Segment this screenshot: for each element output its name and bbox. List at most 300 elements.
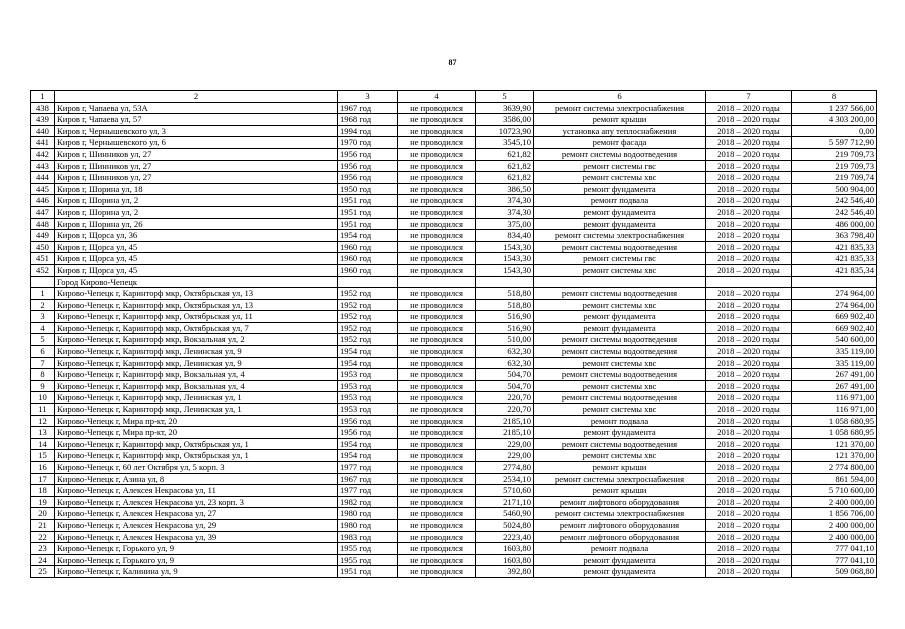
work-type-cell: ремонт системы гвс xyxy=(534,253,706,265)
row-number-cell: 451 xyxy=(31,253,55,265)
row-number-cell: 446 xyxy=(31,195,55,207)
last-repair-cell: не проводился xyxy=(398,183,476,195)
last-repair-cell: не проводился xyxy=(398,195,476,207)
section-empty-cell xyxy=(792,276,877,288)
period-cell: 2018 – 2020 годы xyxy=(706,531,792,543)
period-cell: 2018 – 2020 годы xyxy=(706,404,792,416)
work-type-cell: ремонт фундамента xyxy=(534,218,706,230)
work-type-cell: ремонт фундамента xyxy=(534,554,706,566)
last-repair-cell: не проводился xyxy=(398,114,476,126)
address-cell: Кирово-Чепецк г, Мира пр-кт, 20 xyxy=(55,415,338,427)
table-row xyxy=(31,392,877,404)
work-type-cell: ремонт системы водоотведения xyxy=(534,148,706,160)
build-year-cell: 1983 год xyxy=(338,531,398,543)
period-cell: 2018 – 2020 годы xyxy=(706,508,792,520)
last-repair-cell: не проводился xyxy=(398,311,476,323)
build-year-cell: 1953 год xyxy=(338,380,398,392)
area-cell: 516,90 xyxy=(476,311,534,323)
build-year-cell: 1954 год xyxy=(338,438,398,450)
area-cell: 632,30 xyxy=(476,346,534,358)
build-year-cell: 1970 год xyxy=(338,137,398,149)
section-title: Город Кирово-Чепецк xyxy=(55,276,338,288)
area-cell: 3586,00 xyxy=(476,114,534,126)
area-cell: 229,00 xyxy=(476,450,534,462)
row-number-cell: 25 xyxy=(31,566,55,578)
address-cell: Кирово-Чепецк г, Каринторф мкр, Октябрьская ул, 11 xyxy=(55,311,338,323)
table-row xyxy=(31,404,877,416)
cost-cell: 509 068,80 xyxy=(792,566,877,578)
work-type-cell: ремонт подвала xyxy=(534,195,706,207)
cost-cell: 219 709,74 xyxy=(792,172,877,184)
row-number-cell: 14 xyxy=(31,438,55,450)
period-cell: 2018 – 2020 годы xyxy=(706,438,792,450)
period-cell: 2018 – 2020 годы xyxy=(706,462,792,474)
area-cell: 621,82 xyxy=(476,172,534,184)
section-empty-cell xyxy=(706,276,792,288)
work-type-cell: ремонт системы хвс xyxy=(534,380,706,392)
period-cell: 2018 – 2020 годы xyxy=(706,183,792,195)
build-year-cell: 1982 год xyxy=(338,496,398,508)
area-cell: 2171,10 xyxy=(476,496,534,508)
last-repair-cell: не проводился xyxy=(398,450,476,462)
build-year-cell: 1951 год xyxy=(338,218,398,230)
area-cell: 2223,40 xyxy=(476,531,534,543)
address-cell: Киров г, Чернышевского ул, 3 xyxy=(55,125,338,137)
cost-cell: 486 000,00 xyxy=(792,218,877,230)
row-number-cell: 1 xyxy=(31,288,55,300)
period-cell: 2018 – 2020 годы xyxy=(706,427,792,439)
work-type-cell: ремонт системы хвс xyxy=(534,172,706,184)
build-year-cell: 1960 год xyxy=(338,264,398,276)
last-repair-cell: не проводился xyxy=(398,137,476,149)
work-type-cell: ремонт лифтового оборудования xyxy=(534,519,706,531)
table-row xyxy=(31,114,877,126)
cost-cell: 219 709,73 xyxy=(792,148,877,160)
cost-cell: 777 041,10 xyxy=(792,554,877,566)
build-year-cell: 1950 год xyxy=(338,183,398,195)
period-cell: 2018 – 2020 годы xyxy=(706,543,792,555)
work-type-cell: ремонт системы хвс xyxy=(534,450,706,462)
cost-cell: 861 594,00 xyxy=(792,473,877,485)
last-repair-cell: не проводился xyxy=(398,554,476,566)
work-type-cell: ремонт крыши xyxy=(534,114,706,126)
work-type-cell: ремонт лифтового оборудования xyxy=(534,531,706,543)
column-number: 2 xyxy=(55,91,338,103)
last-repair-cell: не проводился xyxy=(398,241,476,253)
table-row xyxy=(31,450,877,462)
table-row xyxy=(31,346,877,358)
address-cell: Кирово-Чепецк г, 60 лет Октября ул, 5 корп. 3 xyxy=(55,462,338,474)
work-type-cell: ремонт фундамента xyxy=(534,183,706,195)
area-cell: 504,70 xyxy=(476,369,534,381)
area-cell: 386,50 xyxy=(476,183,534,195)
address-cell: Кирово-Чепецк г, Каринторф мкр, Ленинская ул, 1 xyxy=(55,404,338,416)
period-cell: 2018 – 2020 годы xyxy=(706,473,792,485)
address-cell: Кирово-Чепецк г, Каринторф мкр, Вокзальная ул, 4 xyxy=(55,369,338,381)
build-year-cell: 1955 год xyxy=(338,554,398,566)
work-type-cell: ремонт системы электроснабжения xyxy=(534,230,706,242)
last-repair-cell: не проводился xyxy=(398,230,476,242)
table-row xyxy=(31,462,877,474)
cost-cell: 2 774 800,00 xyxy=(792,462,877,474)
cost-cell: 5 710 600,00 xyxy=(792,485,877,497)
last-repair-cell: не проводился xyxy=(398,496,476,508)
build-year-cell: 1956 год xyxy=(338,160,398,172)
work-type-cell: ремонт лифтового оборудования xyxy=(534,496,706,508)
cost-cell: 1 058 680,95 xyxy=(792,427,877,439)
build-year-cell: 1951 год xyxy=(338,195,398,207)
period-cell: 2018 – 2020 годы xyxy=(706,357,792,369)
address-cell: Кирово-Чепецк г, Каринторф мкр, Октябрьская ул, 13 xyxy=(55,299,338,311)
address-cell: Кирово-Чепецк г, Каринторф мкр, Вокзальная ул, 4 xyxy=(55,380,338,392)
table-row xyxy=(31,438,877,450)
area-cell: 2534,10 xyxy=(476,473,534,485)
build-year-cell: 1953 год xyxy=(338,392,398,404)
page-number: 87 xyxy=(448,58,457,67)
period-cell: 2018 – 2020 годы xyxy=(706,566,792,578)
table-row xyxy=(31,253,877,265)
cost-cell: 1 058 680,95 xyxy=(792,415,877,427)
address-cell: Кирово-Чепецк г, Алексея Некрасова ул, 27 xyxy=(55,508,338,520)
area-cell: 220,70 xyxy=(476,404,534,416)
cost-cell: 1 856 706,00 xyxy=(792,508,877,520)
table-row xyxy=(31,137,877,149)
row-number-cell: 19 xyxy=(31,496,55,508)
table-row xyxy=(31,299,877,311)
address-cell: Киров г, Шинников ул, 27 xyxy=(55,148,338,160)
last-repair-cell: не проводился xyxy=(398,404,476,416)
area-cell: 2185,10 xyxy=(476,415,534,427)
table-row xyxy=(31,125,877,137)
cost-cell: 540 600,00 xyxy=(792,334,877,346)
table-row xyxy=(31,160,877,172)
table-row xyxy=(31,508,877,520)
cost-cell: 0,00 xyxy=(792,125,877,137)
period-cell: 2018 – 2020 годы xyxy=(706,450,792,462)
period-cell: 2018 – 2020 годы xyxy=(706,334,792,346)
build-year-cell: 1980 год xyxy=(338,508,398,520)
period-cell: 2018 – 2020 годы xyxy=(706,415,792,427)
address-cell: Киров г, Шинников ул, 27 xyxy=(55,172,338,184)
period-cell: 2018 – 2020 годы xyxy=(706,392,792,404)
cost-cell: 363 798,40 xyxy=(792,230,877,242)
build-year-cell: 1952 год xyxy=(338,288,398,300)
row-number-cell: 24 xyxy=(31,554,55,566)
build-year-cell: 1953 год xyxy=(338,369,398,381)
area-cell: 220,70 xyxy=(476,392,534,404)
address-cell: Киров г, Щорса ул, 45 xyxy=(55,253,338,265)
table-row xyxy=(31,485,877,497)
cost-cell: 2 400 000,00 xyxy=(792,496,877,508)
build-year-cell: 1954 год xyxy=(338,230,398,242)
work-type-cell: ремонт системы хвс xyxy=(534,357,706,369)
row-number-cell: 2 xyxy=(31,299,55,311)
address-cell: Кирово-Чепецк г, Азина ул, 8 xyxy=(55,473,338,485)
column-number: 7 xyxy=(706,91,792,103)
work-type-cell: ремонт подвала xyxy=(534,415,706,427)
row-number-cell: 440 xyxy=(31,125,55,137)
row-number-cell: 9 xyxy=(31,380,55,392)
column-number: 8 xyxy=(792,91,877,103)
cost-cell: 267 491,00 xyxy=(792,369,877,381)
section-empty-cell xyxy=(338,276,398,288)
cost-cell: 421 835,34 xyxy=(792,264,877,276)
cost-cell: 669 902,40 xyxy=(792,322,877,334)
build-year-cell: 1953 год xyxy=(338,404,398,416)
table-row xyxy=(31,369,877,381)
column-number: 6 xyxy=(534,91,706,103)
table-row xyxy=(31,543,877,555)
work-type-cell: ремонт фундамента xyxy=(534,311,706,323)
work-type-cell: ремонт подвала xyxy=(534,543,706,555)
address-cell: Кирово-Чепецк г, Каринторф мкр, Ленинская ул, 1 xyxy=(55,392,338,404)
row-number-cell: 448 xyxy=(31,218,55,230)
last-repair-cell: не проводился xyxy=(398,288,476,300)
cost-cell: 335 119,00 xyxy=(792,346,877,358)
period-cell: 2018 – 2020 годы xyxy=(706,485,792,497)
area-cell: 621,82 xyxy=(476,160,534,172)
table-row xyxy=(31,334,877,346)
address-cell: Кирово-Чепецк г, Каринторф мкр, Октябрьская ул, 1 xyxy=(55,438,338,450)
kirov-rows xyxy=(31,102,877,276)
row-number-cell: 5 xyxy=(31,334,55,346)
table-row xyxy=(31,322,877,334)
address-cell: Кирово-Чепецк г, Каринторф мкр, Октябрьская ул, 1 xyxy=(55,450,338,462)
build-year-cell: 1954 год xyxy=(338,346,398,358)
work-type-cell: ремонт системы электроснабжения xyxy=(534,508,706,520)
address-cell: Кирово-Чепецк г, Каринторф мкр, Ленинская ул, 9 xyxy=(55,346,338,358)
work-type-cell: ремонт системы хвс xyxy=(534,404,706,416)
table-row xyxy=(31,172,877,184)
build-year-cell: 1956 год xyxy=(338,427,398,439)
address-cell: Киров г, Шинников ул, 27 xyxy=(55,160,338,172)
last-repair-cell: не проводился xyxy=(398,380,476,392)
cost-cell: 421 835,33 xyxy=(792,253,877,265)
last-repair-cell: не проводился xyxy=(398,508,476,520)
row-number-cell: 20 xyxy=(31,508,55,520)
address-cell: Кирово-Чепецк г, Алексея Некрасова ул, 29 xyxy=(55,519,338,531)
address-cell: Киров г, Шорина ул, 18 xyxy=(55,183,338,195)
address-cell: Киров г, Чапаева ул, 53А xyxy=(55,102,338,114)
cost-cell: 4 303 200,00 xyxy=(792,114,877,126)
build-year-cell: 1951 год xyxy=(338,566,398,578)
row-number-cell: 452 xyxy=(31,264,55,276)
row-number-cell: 7 xyxy=(31,357,55,369)
build-year-cell: 1956 год xyxy=(338,172,398,184)
build-year-cell: 1960 год xyxy=(338,241,398,253)
cost-cell: 242 546,40 xyxy=(792,195,877,207)
table-row xyxy=(31,264,877,276)
row-number-cell: 17 xyxy=(31,473,55,485)
cost-cell: 267 491,00 xyxy=(792,380,877,392)
area-cell: 374,30 xyxy=(476,195,534,207)
cost-cell: 242 546,40 xyxy=(792,206,877,218)
period-cell: 2018 – 2020 годы xyxy=(706,288,792,300)
period-cell: 2018 – 2020 годы xyxy=(706,311,792,323)
row-number-cell: 16 xyxy=(31,462,55,474)
table-row xyxy=(31,427,877,439)
area-cell: 5460,90 xyxy=(476,508,534,520)
cost-cell: 777 041,10 xyxy=(792,543,877,555)
table-row xyxy=(31,357,877,369)
period-cell: 2018 – 2020 годы xyxy=(706,114,792,126)
address-cell: Кирово-Чепецк г, Алексея Некрасова ул, 39 xyxy=(55,531,338,543)
row-number-cell: 449 xyxy=(31,230,55,242)
period-cell: 2018 – 2020 годы xyxy=(706,241,792,253)
work-type-cell: ремонт системы хвс xyxy=(534,299,706,311)
table-row xyxy=(31,230,877,242)
table-row xyxy=(31,102,877,114)
table-row xyxy=(31,311,877,323)
last-repair-cell: не проводился xyxy=(398,218,476,230)
build-year-cell: 1952 год xyxy=(338,311,398,323)
column-number: 5 xyxy=(476,91,534,103)
address-cell: Кирово-Чепецк г, Каринторф мкр, Октябрьская ул, 7 xyxy=(55,322,338,334)
row-number-cell: 442 xyxy=(31,148,55,160)
period-cell: 2018 – 2020 годы xyxy=(706,218,792,230)
last-repair-cell: не проводился xyxy=(398,346,476,358)
period-cell: 2018 – 2020 годы xyxy=(706,264,792,276)
address-cell: Кирово-Чепецк г, Алексея Некрасова ул, 23 корп. 3 xyxy=(55,496,338,508)
last-repair-cell: не проводился xyxy=(398,172,476,184)
address-cell: Кирово-Чепецк г, Горького ул, 9 xyxy=(55,543,338,555)
table-row xyxy=(31,241,877,253)
row-number-cell: 445 xyxy=(31,183,55,195)
area-cell: 3545,10 xyxy=(476,137,534,149)
row-number-cell: 21 xyxy=(31,519,55,531)
row-number-cell: 444 xyxy=(31,172,55,184)
row-number-cell: 3 xyxy=(31,311,55,323)
area-cell: 10723,90 xyxy=(476,125,534,137)
cost-cell: 121 370,00 xyxy=(792,438,877,450)
kirovo-chepetsk-rows xyxy=(31,288,877,578)
work-type-cell: ремонт системы водоотведения xyxy=(534,392,706,404)
row-number-cell: 450 xyxy=(31,241,55,253)
period-cell: 2018 – 2020 годы xyxy=(706,299,792,311)
work-type-cell: ремонт крыши xyxy=(534,462,706,474)
period-cell: 2018 – 2020 годы xyxy=(706,160,792,172)
address-cell: Киров г, Шорина ул, 2 xyxy=(55,206,338,218)
work-type-cell: ремонт фасада xyxy=(534,137,706,149)
last-repair-cell: не проводился xyxy=(398,438,476,450)
work-type-cell: ремонт фундамента xyxy=(534,206,706,218)
table-row xyxy=(31,206,877,218)
column-number-row xyxy=(31,91,877,103)
work-type-cell: ремонт системы электроснабжения xyxy=(534,102,706,114)
row-number-cell: 6 xyxy=(31,346,55,358)
period-cell: 2018 – 2020 годы xyxy=(706,172,792,184)
address-cell: Киров г, Чернышевского ул, 6 xyxy=(55,137,338,149)
address-cell: Кирово-Чепецк г, Мира пр-кт, 20 xyxy=(55,427,338,439)
cost-cell: 1 237 566,00 xyxy=(792,102,877,114)
section-header xyxy=(31,276,877,288)
build-year-cell: 1951 год xyxy=(338,206,398,218)
section-number-cell xyxy=(31,276,55,288)
work-type-cell: ремонт системы водоотведения xyxy=(534,369,706,381)
last-repair-cell: не проводился xyxy=(398,253,476,265)
build-year-cell: 1956 год xyxy=(338,415,398,427)
area-cell: 3639,90 xyxy=(476,102,534,114)
work-type-cell: ремонт крыши xyxy=(534,485,706,497)
period-cell: 2018 – 2020 годы xyxy=(706,206,792,218)
work-type-cell: ремонт фундамента xyxy=(534,566,706,578)
address-cell: Киров г, Шорина ул, 2 xyxy=(55,195,338,207)
section-empty-cell xyxy=(398,276,476,288)
area-cell: 834,40 xyxy=(476,230,534,242)
work-type-cell: ремонт системы водоотведения xyxy=(534,241,706,253)
period-cell: 2018 – 2020 годы xyxy=(706,519,792,531)
cost-cell: 274 964,00 xyxy=(792,288,877,300)
area-cell: 632,30 xyxy=(476,357,534,369)
last-repair-cell: не проводился xyxy=(398,264,476,276)
last-repair-cell: не проводился xyxy=(398,369,476,381)
address-cell: Кирово-Чепецк г, Горького ул, 9 xyxy=(55,554,338,566)
last-repair-cell: не проводился xyxy=(398,415,476,427)
table-row xyxy=(31,148,877,160)
cost-cell: 121 370,00 xyxy=(792,450,877,462)
address-cell: Кирово-Чепецк г, Каринторф мкр, Октябрьская ул, 13 xyxy=(55,288,338,300)
build-year-cell: 1967 год xyxy=(338,102,398,114)
work-type-cell: ремонт системы водоотведения xyxy=(534,346,706,358)
column-number: 4 xyxy=(398,91,476,103)
cost-cell: 116 971,00 xyxy=(792,392,877,404)
build-year-cell: 1954 год xyxy=(338,450,398,462)
build-year-cell: 1977 год xyxy=(338,462,398,474)
period-cell: 2018 – 2020 годы xyxy=(706,125,792,137)
table-row xyxy=(31,183,877,195)
work-type-cell: ремонт фундамента xyxy=(534,427,706,439)
table-row xyxy=(31,218,877,230)
last-repair-cell: не проводился xyxy=(398,102,476,114)
row-number-cell: 13 xyxy=(31,427,55,439)
cost-cell: 669 902,40 xyxy=(792,311,877,323)
row-number-cell: 22 xyxy=(31,531,55,543)
period-cell: 2018 – 2020 годы xyxy=(706,148,792,160)
period-cell: 2018 – 2020 годы xyxy=(706,137,792,149)
column-number: 1 xyxy=(31,91,55,103)
address-cell: Кирово-Чепецк г, Калинина ул, 9 xyxy=(55,566,338,578)
row-number-cell: 441 xyxy=(31,137,55,149)
area-cell: 510,00 xyxy=(476,334,534,346)
area-cell: 1603,80 xyxy=(476,543,534,555)
build-year-cell: 1994 год xyxy=(338,125,398,137)
table-row xyxy=(31,415,877,427)
table-row xyxy=(31,566,877,578)
last-repair-cell: не проводился xyxy=(398,125,476,137)
table-row xyxy=(31,554,877,566)
period-cell: 2018 – 2020 годы xyxy=(706,253,792,265)
section-empty-cell xyxy=(534,276,706,288)
build-year-cell: 1980 год xyxy=(338,519,398,531)
build-year-cell: 1955 год xyxy=(338,543,398,555)
address-cell: Киров г, Чапаева ул, 57 xyxy=(55,114,338,126)
period-cell: 2018 – 2020 годы xyxy=(706,380,792,392)
build-year-cell: 1954 год xyxy=(338,357,398,369)
build-year-cell: 1977 год xyxy=(338,485,398,497)
period-cell: 2018 – 2020 годы xyxy=(706,346,792,358)
row-number-cell: 10 xyxy=(31,392,55,404)
area-cell: 504,70 xyxy=(476,380,534,392)
work-type-cell: ремонт системы водоотведения xyxy=(534,288,706,300)
last-repair-cell: не проводился xyxy=(398,473,476,485)
row-number-cell: 443 xyxy=(31,160,55,172)
work-type-cell: ремонт системы электроснабжения xyxy=(534,473,706,485)
last-repair-cell: не проводился xyxy=(398,206,476,218)
row-number-cell: 18 xyxy=(31,485,55,497)
address-cell: Киров г, Шорина ул, 26 xyxy=(55,218,338,230)
period-cell: 2018 – 2020 годы xyxy=(706,322,792,334)
period-cell: 2018 – 2020 годы xyxy=(706,230,792,242)
